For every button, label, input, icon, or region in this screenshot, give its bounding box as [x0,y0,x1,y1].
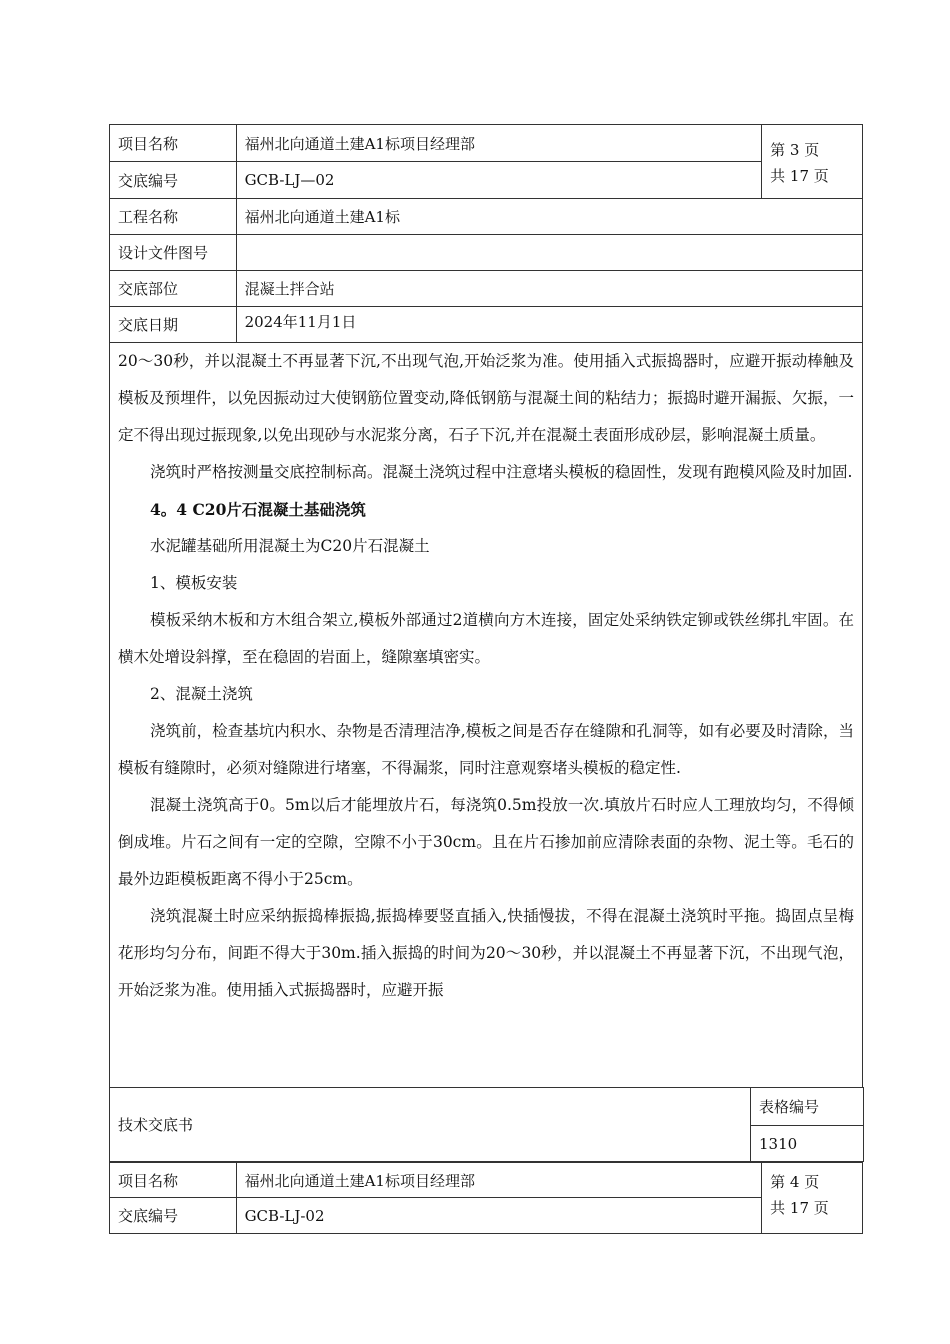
design-doc-value [236,235,862,271]
header-row-doc-no [110,162,863,199]
total-pages: 共 17 页 [770,1199,829,1217]
subsection-title: 1、模板安装 [150,574,238,592]
project-name-value: 福州北向通道土建A1标项目经理部 [236,125,762,162]
header-row-work-name [110,199,863,235]
form-no-value: 1310 [751,1126,864,1162]
body-paragraph: 模板采纳木板和方木组合架立,模板外部通过2道横向方木连接，固定处采纳铁定铆或铁丝绑扎牢固。在横木处增设斜撑，至在稳固的岩面上，缝隙塞填密实。 [118,611,854,666]
body-paragraph: 浇筑前，检查基坑内积水、杂物是否清理洁净,模板之间是否存在缝隙和孔洞等，如有必要及时清除，当模板有缝隙时，必须对缝隙进行堵塞，不得漏浆，同时注意观察堵头模板的稳定性. [118,722,854,777]
subsection-title: 2、混凝土浇筑 [150,685,253,703]
doc-no-label: 交底编号 [110,1198,237,1234]
section-heading: 4。4 C20片石混凝土基础浇筑 [150,500,366,519]
body-paragraph: 浇筑混凝土时应采纳振捣棒振捣,振捣棒要竖直插入,快插慢拔，不得在混凝土浇筑时平拖。捣固点呈梅花形均匀分布，间距不得大于30m.插入振捣的时间为20～30秒，并以混凝土不再显著下沉，不出现气泡，开始泛浆为准。使用插入式振捣器时，应避开振 [118,907,854,999]
header-row-location [110,271,863,307]
footer-row-form-label [110,1088,864,1126]
header-row-project-name [110,1163,863,1198]
form-footer-table [109,1087,864,1162]
technical-disclosure-sheet [109,124,863,1234]
body-paragraph: 混凝土浇筑高于0。5m以后才能埋放片石，每浇筑0.5m投放一次.填放片石时应人工理放均匀，不得倾倒成堆。片石之间有一定的空隙，空隙不小于30cm。且在片石掺加前应清除表面的杂物、泥土等。毛石的最外边距模板距离不得小于25cm。 [118,796,854,888]
page-number: 第 4 页 [770,1173,820,1191]
body-paragraph: 水泥罐基础所用混凝土为C20片石混凝土 [150,537,430,555]
header-row-doc-no [110,1198,863,1234]
page-info-cell [762,125,863,199]
date-value: 2024年11月1日 [236,307,862,343]
body-paragraph: 20～30秒，并以混凝土不再显著下沉,不出现气泡,开始泛浆为准。使用插入式振捣器时，应避开振动棒触及模板及预埋件，以免因振动过大使钢筋位置变动,降低钢筋与混凝土间的粘结力；振捣时避开漏振、欠振，一定不得出现过振现象,以免出现砂与水泥浆分离，石子下沉,并在混凝土表面形成砂层，影响混凝土质量。 [118,352,854,444]
body-paragraph: 浇筑时严格按测量交底控制标高。混凝土浇筑过程中注意堵头模板的稳固性，发现有跑模风险及时加固. [150,463,853,481]
header-row-project-name [110,125,863,162]
document-title: 技术交底书 [110,1088,751,1162]
page-number: 第 3 页 [770,141,820,159]
location-label: 交底部位 [110,271,237,307]
header-table-page-4 [109,1162,863,1234]
header-row-date [110,307,863,343]
form-no-label: 表格编号 [751,1088,864,1126]
total-pages: 共 17 页 [770,167,829,185]
project-name-value: 福州北向通道土建A1标项目经理部 [236,1163,762,1198]
disclosure-body [109,343,863,1087]
header-table-page-3 [109,124,863,343]
design-doc-label: 设计文件图号 [110,235,237,271]
project-name-label: 项目名称 [110,1163,237,1198]
project-name-label: 项目名称 [110,125,237,162]
location-value: 混凝土拌合站 [236,271,862,307]
header-row-design-doc [110,235,863,271]
work-name-value: 福州北向通道土建A1标 [236,199,862,235]
work-name-label: 工程名称 [110,199,237,235]
date-label: 交底日期 [110,307,237,343]
doc-no-value: GCB-LJ—02 [236,162,762,199]
page-info-cell [762,1163,863,1234]
doc-no-value: GCB-LJ-02 [236,1198,762,1234]
doc-no-label: 交底编号 [110,162,237,199]
